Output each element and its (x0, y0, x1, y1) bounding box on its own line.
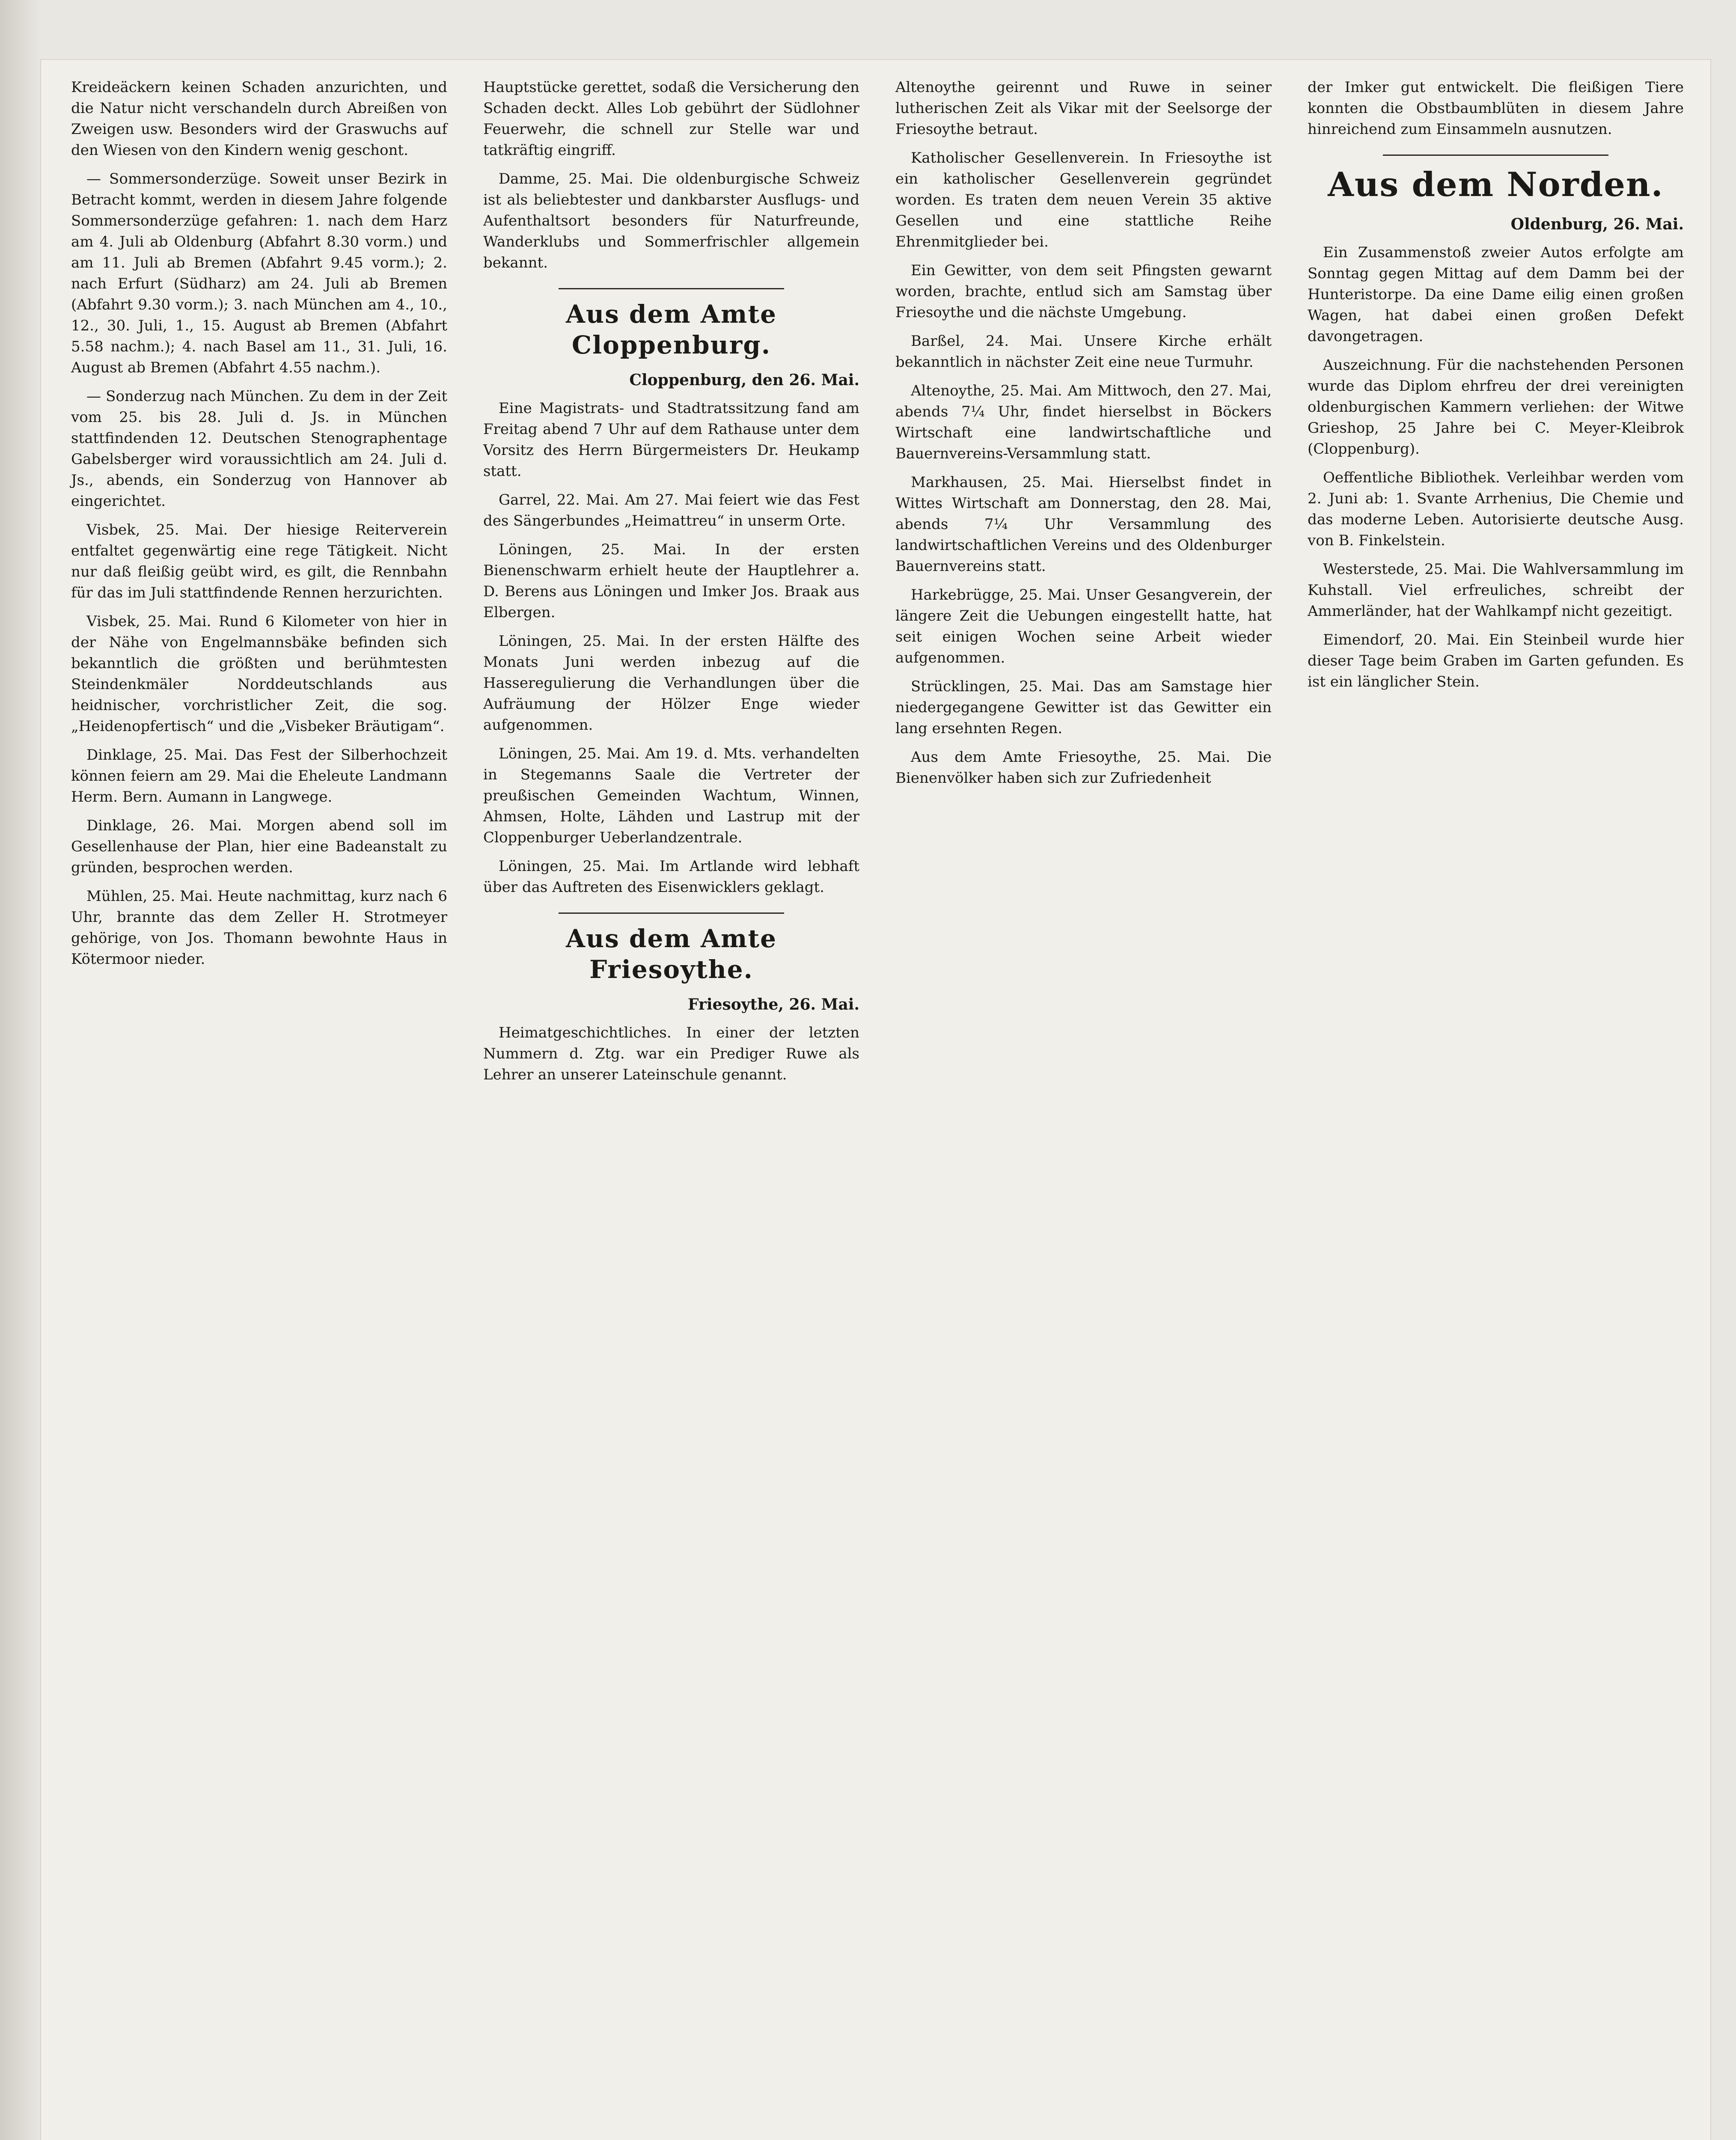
page-edge-shadow (0, 0, 41, 2140)
section-header-norden (1308, 155, 1684, 205)
section-header-cloppenburg (483, 288, 859, 360)
article-paragraph: Altenoythe, 25. Mai. Am Mittwoch, den 27. Mai, abends 7¼ Uhr, findet hierselbst in Böckers Wirtschaft eine landwirtschaftliche und Bauernvereins-Versammlung statt. (895, 382, 1272, 462)
article-paragraph: Garrel, 22. Mai. Am 27. Mai feiert wie das Fest des Sängerbundes „Heimattreu“ in unserm Orte. (483, 491, 859, 529)
article-paragraph: Mühlen, 25. Mai. Heute nachmittag, kurz nach 6 Uhr, brannte das dem Zeller H. Strotmeyer gehörige, von Jos. Thomann bewohnte Haus in Kötermoor nieder. (71, 888, 447, 968)
column-4 (1298, 77, 1693, 2140)
article-paragraph: Ein Zusammenstoß zweier Autos erfolgte am Sonntag gegen Mittag auf dem Damm bei der Hunteristorpe. Da eine Dame eilig einen großen Wagen, hat dabei einen großen Defekt davongetragen. (1308, 244, 1684, 345)
article-paragraph: Altenoythe geirennt und Ruwe in seiner lutherischen Zeit als Vikar mit der Seelsorge der Friesoythe betraut. (895, 79, 1272, 138)
article-paragraph: Visbek, 25. Mai. Der hiesige Reiterverein entfaltet gegenwärtig eine rege Tätigkeit. Nicht nur daß fleißig geübt wird, es gilt, die Rennbahn für das im Juli stattfindende Rennen herzurichten. (71, 521, 447, 601)
article-paragraph: Löningen, 25. Mai. Am 19. d. Mts. verhandelten in Stegemanns Saale die Vertreter der preußischen Gemeinden Wachtum, Winnen, Ahmsen, Holte, Lähden und Lastrup mit der Cloppenburger Ueberlandzentrale. (483, 745, 859, 846)
article-paragraph: Oeffentliche Bibliothek. Verleihbar werden vom 2. Juni ab: 1. Svante Arrhenius, Die Chemie und das moderne Leben. Autorisierte deutsche Ausg. von B. Finkelstein. (1308, 469, 1684, 549)
section-title: Aus dem Amte Cloppenburg. (565, 300, 777, 360)
section-title: Aus dem Norden. (1328, 165, 1664, 204)
article-paragraph: Ein Gewitter, von dem seit Pfingsten gewarnt worden, brachte, entlud sich am Samstag über Friesoythe und die nächste Umgebung. (895, 262, 1272, 321)
article-paragraph: Dinklage, 26. Mai. Morgen abend soll im Gesellenhause der Plan, hier eine Badeanstalt zu gründen, besprochen werden. (71, 817, 447, 876)
article-paragraph: Dinklage, 25. Mai. Das Fest der Silberhochzeit können feiern am 29. Mai die Eheleute Landmann Herm. Bern. Aumann in Langwege. (71, 746, 447, 805)
section-header-friesoythe (483, 912, 859, 985)
article-paragraph: Eine Magistrats- und Stadtratssitzung fand am Freitag abend 7 Uhr auf dem Rathause unter dem Vorsitz des Herrn Bürgermeisters Dr. Heukamp statt. (483, 400, 859, 480)
section-rule (559, 288, 784, 289)
article-paragraph: — Sommersonderzüge. Soweit unser Bezirk in Betracht kommt, werden in diesem Jahre folgende Sommersonderzüge gefahren: 1. nach dem Harz am 4. Juli ab Oldenburg (Abfahrt 8.30 vorm.) und am 11. Juli ab Bremen (Abfahrt 9.45 vorm.); 2. nach Erfurt (Südharz) am 24. Juli ab Bremen (Abfahrt 9.30 vorm.); 3. nach München am 4., 10., 12., 30. Juli, 1., 15. August ab Bremen (Abfahrt 5.58 nachm.); 4. nach Basel am 11., 31. Juli, 16. August ab Bremen (Abfahrt 4.55 nachm.). (71, 170, 447, 376)
column-3 (886, 77, 1281, 2140)
section-rule (559, 912, 784, 914)
article-paragraph: Löningen, 25. Mai. Im Artlande wird lebhaft über das Auftreten des Eisenwicklers geklagt. (483, 858, 859, 896)
article-paragraph: Eimendorf, 20. Mai. Ein Steinbeil wurde hier dieser Tage beim Graben im Garten gefunden. Es ist ein länglicher Stein. (1308, 631, 1684, 690)
dateline: Cloppenburg, den 26. Mai. (629, 371, 859, 389)
column-2 (474, 77, 869, 2140)
article-paragraph: Auszeichnung. Für die nachstehenden Personen wurde das Diplom ehrfreu der drei vereinigten oldenburgischen Kammern verliehen: der Witwe Grieshop, 25 Jahre bei C. Meyer-Kleibrok (Cloppenburg). (1308, 357, 1684, 458)
dateline: Oldenburg, 26. Mai. (1510, 215, 1684, 233)
article-paragraph: Aus dem Amte Friesoythe, 25. Mai. Die Bienenvölker haben sich zur Zufriedenheit (895, 749, 1272, 787)
article-paragraph: Löningen, 25. Mai. In der ersten Bienenschwarm erhielt heute der Hauptlehrer a. D. Berens aus Löningen und Imker Jos. Braak aus Elbergen. (483, 541, 859, 621)
column-grid (62, 77, 1693, 2140)
article-paragraph: Löningen, 25. Mai. In der ersten Hälfte des Monats Juni werden inbezug auf die Hasseregulierung die Verhandlungen über die Aufräumung der Hölzer Enge wieder aufgenommen. (483, 633, 859, 734)
article-paragraph: Hauptstücke gerettet, sodaß die Versicherung den Schaden deckt. Alles Lob gebührt der Südlohner Feuerwehr, die schnell zur Stelle war und tatkräftig eingriff. (483, 79, 859, 159)
article-paragraph: Heimatgeschichtliches. In einer der letzten Nummern d. Ztg. war ein Prediger Ruwe als Lehrer an unserer Lateinschule genannt. (483, 1024, 859, 1083)
article-paragraph: Harkebrügge, 25. Mai. Unser Gesangverein, der längere Zeit die Uebungen eingestellt hatte, hat seit einigen Wochen seine Arbeit wieder aufgenommen. (895, 586, 1272, 666)
section-title: Aus dem Amte Friesoythe. (565, 924, 777, 984)
article-paragraph: der Imker gut entwickelt. Die fleißigen Tiere konnten die Obstbaumblüten in diesem Jahre hinreichend zum Einsammeln ausnutzen. (1308, 79, 1684, 138)
article-paragraph: Markhausen, 25. Mai. Hierselbst findet in Wittes Wirtschaft am Donnerstag, den 28. Mai, abends 7¼ Uhr Versammlung des landwirtschaftlichen Vereins und des Oldenburger Bauernvereins statt. (895, 474, 1272, 575)
article-paragraph: Barßel, 24. Mai. Unsere Kirche erhält bekanntlich in nächster Zeit eine neue Turmuhr. (895, 333, 1272, 371)
column-1 (62, 77, 457, 2140)
article-paragraph: Westerstede, 25. Mai. Die Wahlversammlung im Kuhstall. Viel erfreuliches, schreibt der Ammerländer, hat der Wahlkampf nicht gezeitigt. (1308, 561, 1684, 620)
article-paragraph: Katholischer Gesellenverein. In Friesoythe ist ein katholischer Gesellenverein gegründet worden. Es traten dem neuen Verein 35 aktive Gesellen und eine stattliche Reihe Ehrenmitglieder bei. (895, 149, 1272, 250)
article-paragraph: — Sonderzug nach München. Zu dem in der Zeit vom 25. bis 28. Juli d. Js. in München stattfindenden 12. Deutschen Stenographentage Gabelsberger wird voraussichtlich am 24. Juli d. Js., abends, ein Sonderzug von Hannover ab eingerichtet. (71, 388, 447, 510)
article-paragraph: Damme, 25. Mai. Die oldenburgische Schweiz ist als beliebtester und dankbarster Ausflugs- und Aufenthaltsort besonders für Naturfreunde, Wanderklubs und Sommerfrischler allgemein bekannt. (483, 170, 859, 271)
article-paragraph: Visbek, 25. Mai. Rund 6 Kilometer von hier in der Nähe von Engelmannsbäke befinden sich bekanntlich die größten und berühmtesten Steindenkmäler Norddeutschlands aus heidnischer, vorchristlicher Zeit, die sog. „Heidenopfertisch“ und die „Visbeker Bräutigam“. (71, 613, 447, 735)
newspaper-page (41, 60, 1710, 2140)
dateline: Friesoythe, 26. Mai. (688, 996, 859, 1014)
section-rule (1383, 155, 1608, 156)
article-paragraph: Strücklingen, 25. Mai. Das am Samstage hier niedergegangene Gewitter ist das Gewitter ein lang ersehnten Regen. (895, 678, 1272, 737)
article-paragraph: Kreideäckern keinen Schaden anzurichten, und die Natur nicht verschandeln durch Abreißen von Zweigen usw. Besonders wird der Graswuchs auf den Wiesen von den Kindern wenig geschont. (71, 79, 447, 159)
